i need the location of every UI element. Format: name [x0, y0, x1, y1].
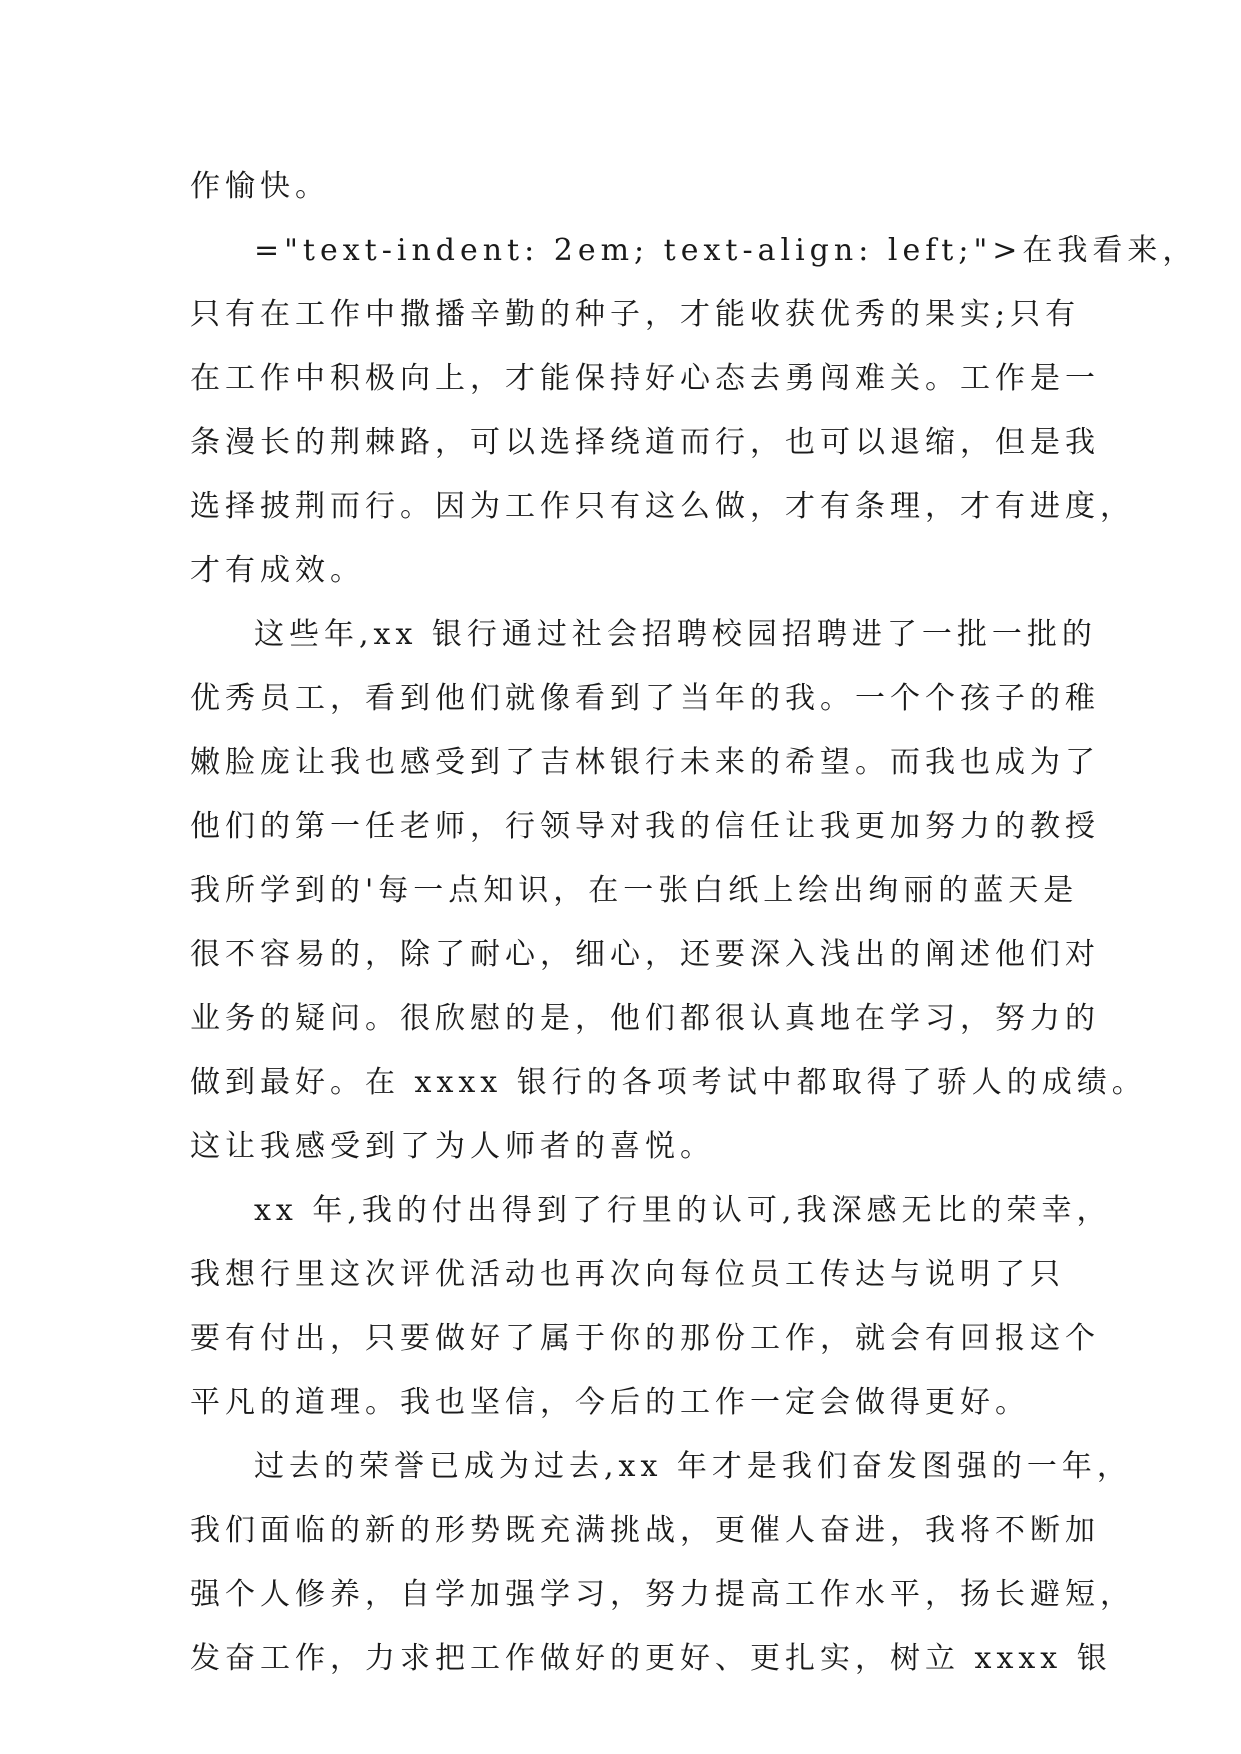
- text-line: 发奋工作，力求把工作做好的更好、更扎实，树立 xxxx 银: [190, 1641, 1112, 1676]
- text-line: 强个人修养，自学加强学习，努力提高工作水平，扬长避短，: [190, 1577, 1135, 1612]
- text-line: 只有在工作中撒播辛勤的种子，才能收获优秀的果实;只有: [190, 297, 1081, 332]
- text-line: 平凡的道理。我也坚信，今后的工作一定会做得更好。: [190, 1385, 1030, 1420]
- text-line: 我们面临的新的形势既充满挑战，更催人奋进，我将不断加: [190, 1513, 1100, 1548]
- text-line: 做到最好。在 xxxx 银行的各项考试中都取得了骄人的成绩。: [190, 1065, 1147, 1100]
- text-line: 要有付出，只要做好了属于你的那份工作，就会有回报这个: [190, 1321, 1100, 1356]
- text-line: 他们的第一任老师，行领导对我的信任让我更加努力的教授: [190, 809, 1100, 844]
- text-line: 业务的疑问。很欣慰的是，他们都很认真地在学习，努力的: [190, 1001, 1100, 1036]
- text-line: 条漫长的荆棘路，可以选择绕道而行，也可以退缩，但是我: [190, 425, 1100, 460]
- text-line: 优秀员工，看到他们就像看到了当年的我。一个个孩子的稚: [190, 681, 1100, 716]
- text-line: 我想行里这次评优活动也再次向每位员工传达与说明了只: [190, 1257, 1065, 1292]
- document-body: [190, 155, 1198, 1691]
- text-line: 在工作中积极向上，才能保持好心态去勇闯难关。工作是一: [190, 361, 1100, 396]
- text-line: 嫩脸庞让我也感受到了吉林银行未来的希望。而我也成为了: [190, 745, 1100, 780]
- text-line: 这些年,xx 银行通过社会招聘校园招聘进了一批一批的: [254, 617, 1097, 652]
- text-line: 很不容易的，除了耐心，细心，还要深入浅出的阐述他们对: [190, 937, 1100, 972]
- text-line: ="text-indent: 2em; text-align: left;">在我看来，: [254, 233, 1198, 268]
- text-line: xx 年,我的付出得到了行里的认可,我深感无比的荣幸，: [254, 1193, 1112, 1228]
- text-line: 作愉快。: [190, 169, 330, 204]
- text-line: 我所学到的'每一点知识，在一张白纸上绘出绚丽的蓝天是: [190, 873, 1079, 908]
- text-line: 选择披荆而行。因为工作只有这么做，才有条理，才有进度，: [190, 489, 1135, 524]
- text-line: 这让我感受到了为人师者的喜悦。: [190, 1129, 715, 1164]
- text-line: 过去的荣誉已成为过去,xx 年才是我们奋发图强的一年，: [254, 1449, 1132, 1484]
- text-line: 才有成效。: [190, 553, 365, 588]
